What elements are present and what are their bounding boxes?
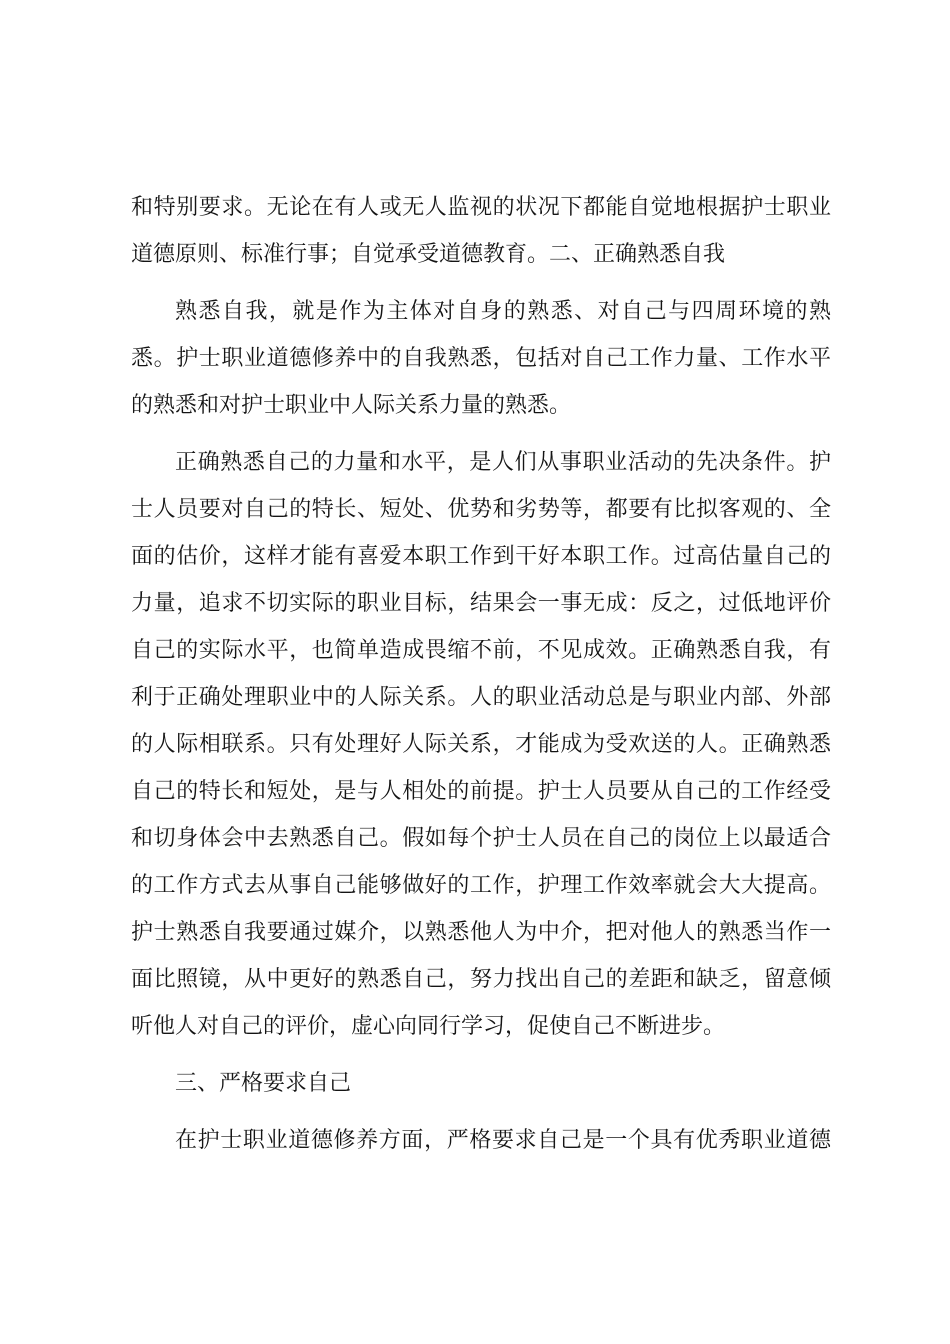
text-line: 自己的特长和短处，是与人相处的前提。护士人员要从自己的工作经受 xyxy=(131,779,831,804)
text-line: 的熟悉和对护士职业中人际关系力量的熟悉。 xyxy=(131,393,572,418)
text-line: 的工作方式去从事自己能够做好的工作，护理工作效率就会大大提高。 xyxy=(131,873,831,898)
text-line: 和切身体会中去熟悉自己。假如每个护士人员在自己的岗位上以最适合 xyxy=(131,826,831,851)
document-body xyxy=(131,184,831,1164)
text-line: 面的估价，这样才能有喜爱本职工作到干好本职工作。过高估量自己的 xyxy=(131,544,831,569)
section-heading xyxy=(131,1060,831,1107)
text-line: 的人际相联系。只有处理好人际关系，才能成为受欢送的人。正确熟悉 xyxy=(131,732,831,757)
text-line: 正确熟悉自己的力量和水平，是人们从事职业活动的先决条件。护 xyxy=(175,450,831,475)
text-line: 利于正确处理职业中的人际关系。人的职业活动总是与职业内部、外部 xyxy=(131,685,831,710)
paragraph xyxy=(131,184,831,278)
paragraph xyxy=(131,288,831,429)
text-line: 熟悉自我，就是作为主体对自身的熟悉、对自己与四周环境的熟 xyxy=(175,299,831,324)
text-line: 听他人对自己的评价，虚心向同行学习，促使自己不断进步。 xyxy=(131,1014,726,1039)
paragraph xyxy=(131,1117,831,1164)
text-line: 护士熟悉自我要通过媒介，以熟悉他人为中介，把对他人的熟悉当作一 xyxy=(131,920,831,945)
text-line: 面比照镜，从中更好的熟悉自己，努力找出自己的差距和缺乏，留意倾 xyxy=(131,967,831,992)
text-line: 悉。护士职业道德修养中的自我熟悉，包括对自己工作力量、工作水平 xyxy=(131,346,831,371)
text-line: 在护士职业道德修养方面，严格要求自己是一个具有优秀职业道德 xyxy=(175,1128,831,1153)
heading-text: 三、严格要求自己 xyxy=(175,1071,352,1096)
text-line: 力量，追求不切实际的职业目标，结果会一事无成：反之，过低地评价 xyxy=(131,591,831,616)
text-line: 道德原则、标准行事；自觉承受道德教育。二、正确熟悉自我 xyxy=(131,242,726,267)
text-line: 士人员要对自己的特长、短处、优势和劣势等，都要有比拟客观的、全 xyxy=(131,497,831,522)
text-line: 和特别要求。无论在有人或无人监视的状况下都能自觉地根据护士职业 xyxy=(131,195,831,220)
text-line: 自己的实际水平，也简单造成畏缩不前，不见成效。正确熟悉自我，有 xyxy=(131,638,831,663)
paragraph xyxy=(131,439,831,1050)
